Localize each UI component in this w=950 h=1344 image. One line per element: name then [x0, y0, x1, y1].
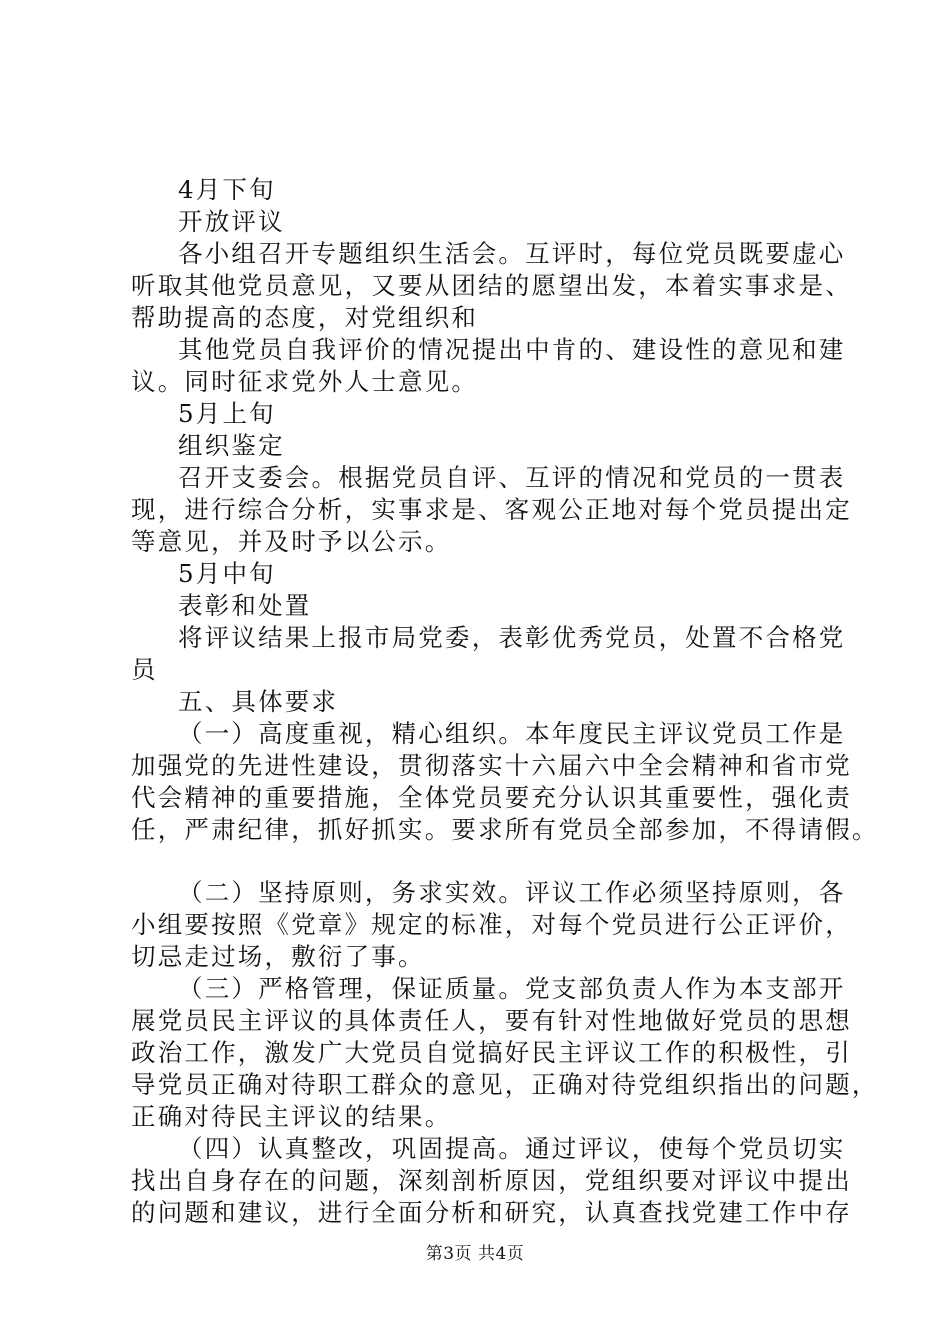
text-line: 帮助提高的态度，对党组织和: [131, 303, 479, 332]
text-line: 任，严肃纪律，抓好抓实。要求所有党员全部参加，不得请假。: [131, 815, 879, 844]
text-line: （二）坚持原则，务求实效。评议工作必须坚持原则，各: [178, 878, 846, 907]
text-line: 4月下旬: [178, 175, 276, 204]
text-line: 其他党员自我评价的情况提出中肯的、建设性的意见和建: [178, 335, 846, 364]
text-line: 导党员正确对待职工群众的意见，正确对待党组织指出的问题，: [131, 1070, 879, 1099]
text-line: 现，进行综合分析，实事求是、客观公正地对每个党员提出定: [131, 495, 852, 524]
text-line: 5月中旬: [178, 559, 276, 588]
text-line: 找出自身存在的问题，深刻剖析原因，党组织要对评议中提出: [131, 1166, 852, 1195]
text-line: 展党员民主评议的具体责任人，要有针对性地做好党员的思想: [131, 1006, 852, 1035]
text-line: 代会精神的重要措施，全体党员要充分认识其重要性，强化责: [131, 783, 852, 812]
text-line: 开放评议: [178, 207, 285, 236]
text-line: 5月上旬: [178, 399, 276, 428]
text-line: 召开支委会。根据党员自评、互评的情况和党员的一贯表: [178, 463, 846, 492]
text-line: 员: [131, 655, 158, 684]
text-line: 正确对待民主评议的结果。: [131, 1102, 452, 1131]
text-line: 加强党的先进性建设，贯彻落实十六届六中全会精神和省市党: [131, 751, 852, 780]
text-line: 等意见，并及时予以公示。: [131, 527, 452, 556]
text-line: 的问题和建议，进行全面分析和研究，认真查找党建工作中存: [131, 1198, 852, 1227]
section-heading: 五、具体要求: [178, 687, 339, 716]
text-line: 议。同时征求党外人士意见。: [131, 367, 479, 396]
text-line: 切忌走过场，敷衍了事。: [131, 942, 425, 971]
text-line: 表彰和处置: [178, 591, 312, 620]
text-line: 将评议结果上报市局党委，表彰优秀党员，处置不合格党: [178, 623, 846, 652]
text-line: （四）认真整改，巩固提高。通过评议，使每个党员切实: [178, 1134, 846, 1163]
text-line: 组织鉴定: [178, 431, 285, 460]
text-line: 听取其他党员意见，又要从团结的愿望出发，本着实事求是、: [131, 271, 852, 300]
text-line: 各小组召开专题组织生活会。互评时，每位党员既要虚心: [178, 239, 846, 268]
page-number-footer: 第3页 共4页: [425, 1244, 525, 1264]
text-line: 小组要按照《党章》规定的标准，对每个党员进行公正评价，: [131, 910, 852, 939]
text-line: （三）严格管理，保证质量。党支部负责人作为本支部开: [178, 974, 846, 1003]
text-line: 政治工作，激发广大党员自觉搞好民主评议工作的积极性，引: [131, 1038, 852, 1067]
text-line: （一）高度重视，精心组织。本年度民主评议党员工作是: [178, 719, 846, 748]
